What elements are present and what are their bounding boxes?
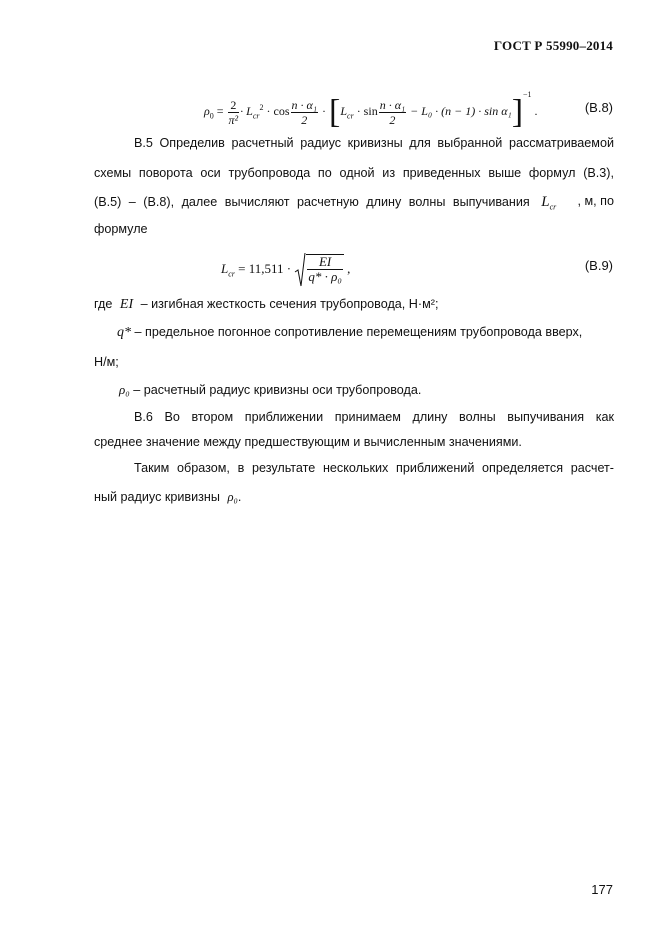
para-b6-line-2: среднее значение между предшествующим и вычисленным значениями.: [94, 435, 522, 449]
where-line-ei: [94, 297, 614, 313]
radical-sign-icon: [294, 252, 306, 288]
formula-b9-expression: [221, 252, 350, 288]
fraction-numerator: n · α₁: [291, 97, 317, 112]
l-cr-symbol: L: [221, 260, 229, 276]
inner-remainder: − L₀ · (n − 1) · sin α₁: [407, 104, 512, 118]
multiply-dot: ·: [319, 104, 329, 118]
rho-subscript: 0: [209, 111, 214, 121]
rho-symbol: ρ: [204, 104, 210, 118]
final-para-line-2: [94, 490, 614, 505]
close-bracket: ]: [511, 93, 524, 131]
fraction-n-alpha-over-2: [291, 98, 318, 127]
fraction-denominator: π²: [228, 112, 239, 127]
fraction-denominator: 2: [389, 112, 396, 127]
open-bracket: [: [329, 93, 341, 131]
where-line-q-continued: Н/м;: [94, 355, 119, 369]
document-header: ГОСТ Р 55990–2014: [493, 38, 613, 53]
rho-definition: – расчетный радиус кривизны оси трубопровода.: [129, 383, 422, 397]
l-cr-symbol: L: [541, 194, 550, 210]
power-minus-one: −1: [523, 90, 532, 99]
formula-b8: [0, 88, 661, 131]
l-cr-subscript: cr: [549, 202, 557, 212]
l-cr-subscript: cr: [228, 269, 235, 279]
formula-b9: [0, 248, 661, 288]
where-line-q: [117, 325, 614, 341]
cos-function: · cos: [263, 104, 290, 118]
para-b5-line-4: формуле: [94, 222, 148, 236]
fraction-numerator: EI: [307, 255, 343, 270]
final-para-text: ный радиус кривизны: [94, 490, 220, 504]
inner-l-cr: L: [340, 104, 348, 118]
where-line-rho: [119, 382, 614, 398]
equals-coefficient: = 11,511 ·: [234, 260, 295, 276]
final-period: .: [237, 490, 242, 504]
formula-tail: .: [531, 104, 538, 118]
para-b5-line-3-text: (В.5) – (В.8), далее вычисляют расчетную длину волны выпучивания: [94, 195, 530, 209]
equals-sign: =: [213, 104, 227, 118]
fraction-denominator: q* · ρ₀: [308, 269, 342, 284]
fraction-numerator: 2: [228, 98, 240, 113]
fraction-ei-over-q-rho: [307, 255, 343, 284]
para-b6-line-1: В.6 Во втором приближении принимаем длину волны выпучивания как: [134, 410, 614, 424]
q-star-definition: – предельное погонное сопротивление перемещениям трубопровода вверх,: [131, 325, 583, 339]
equation-number-b8: (В.8): [584, 100, 613, 115]
para-b5-line-2: схемы поворота оси трубопровода по одной из приведенных выше формул (В.3),: [94, 166, 614, 180]
l-cr-term: · L: [240, 104, 253, 118]
fraction-n-alpha-over-2-inner: [379, 98, 406, 127]
para-b5-line-3: [94, 194, 614, 212]
l-cr-superscript: 2: [259, 103, 264, 112]
q-star-symbol: q*: [117, 325, 131, 340]
square-root: [294, 252, 344, 288]
para-b5-line-1: В.5 Определив расчетный радиус кривизны для выбранной рассматриваемой: [134, 136, 614, 150]
formula-tail: ,: [343, 260, 351, 276]
rho-symbol: ρ₀: [119, 382, 130, 397]
formula-b8-expression: [204, 90, 538, 131]
where-prefix: где: [94, 297, 113, 311]
para-b5-line-3-end: , м, по: [577, 194, 614, 208]
ei-definition: – изгибная жесткость сечения трубопровода, Н·м²;: [137, 297, 439, 311]
rho-symbol: ρ₀: [227, 490, 238, 504]
page-number: 177: [591, 882, 613, 897]
fraction-denominator: 2: [301, 112, 308, 127]
equation-number-b9: (В.9): [584, 258, 613, 273]
fraction-2-over-pi2: [228, 98, 240, 127]
final-para-line-1: Таким образом, в результате нескольких приближений определяется расчет-: [134, 461, 614, 475]
inner-l-cr-subscript: cr: [347, 111, 354, 121]
l-cr-subscript: cr: [252, 111, 260, 121]
ei-symbol: EI: [119, 297, 134, 312]
fraction-numerator: n · α₁: [379, 97, 406, 112]
sin-function: · sin: [353, 104, 378, 118]
